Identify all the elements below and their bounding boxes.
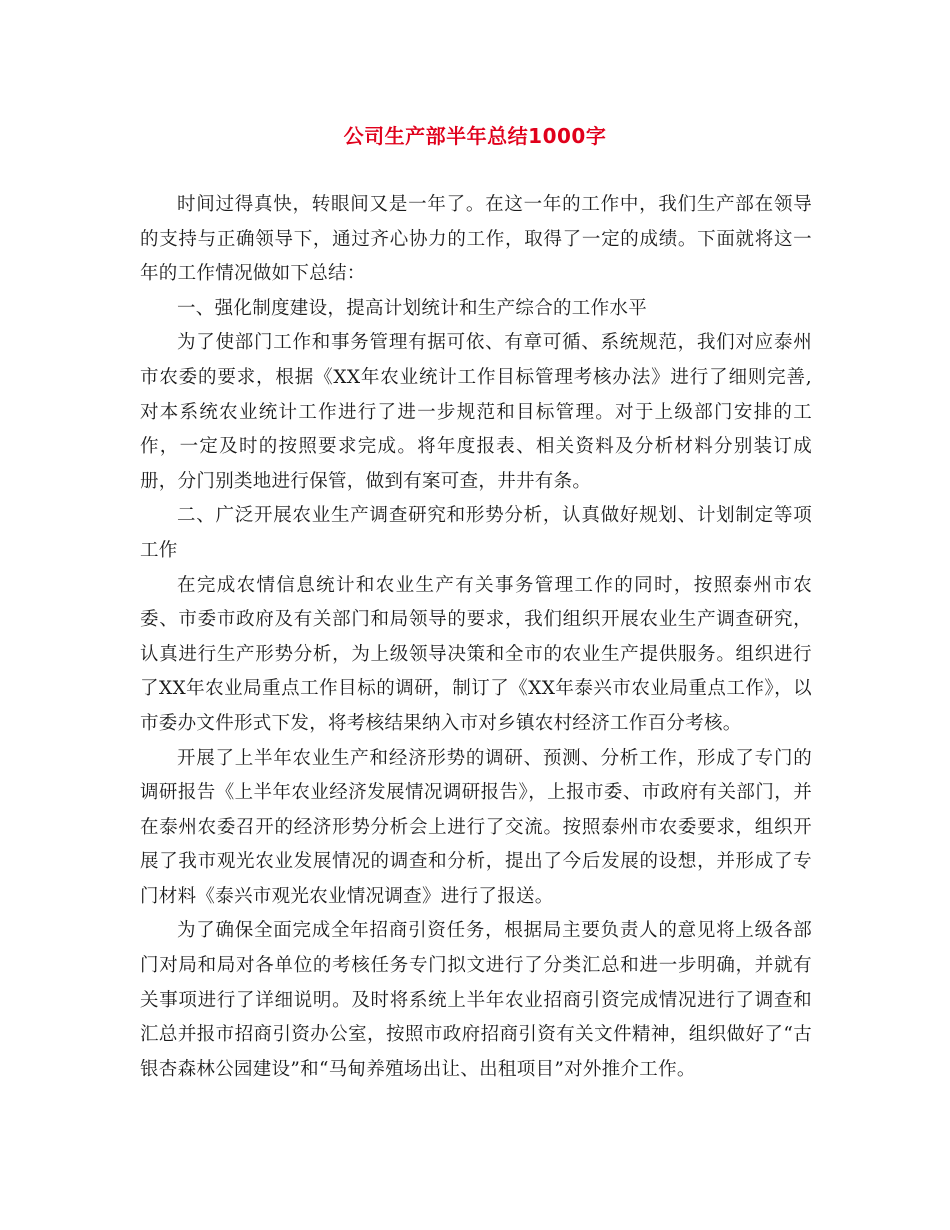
- section-heading-2: 二、广泛开展农业生产调查研究和形势分析，认真做好规划、计划制定等项工作: [140, 505, 812, 561]
- section-heading-1: 一、强化制度建设，提高计划统计和生产综合的工作水平: [177, 297, 648, 319]
- paragraph-intro: 时间过得真快，转眼间又是一年了。在这一年的工作中，我们生产部在领导的支持与正确领导下，通过齐心协力的工作，取得了一定的成绩。下面就将这一年的工作情况做如下总结：: [140, 194, 812, 285]
- document-title: 公司生产部半年总结1000字: [343, 124, 607, 148]
- paragraph-3: 开展了上半年农业生产和经济形势的调研、预测、分析工作，形成了专门的调研报告《上半年农业经济发展情况调研报告》，上报市委、市政府有关部门，并在泰州农委召开的经济形势分析会上进行了交流。按照泰州市农委要求，组织开展了我市观光农业发展情况的调查和分析，提出了今后发展的设想，并形成了专门材料《泰兴市观光农业情况调查》进行了报送。: [140, 747, 812, 907]
- paragraph-4: 为了确保全面完成全年招商引资任务，根据局主要负责人的意见将上级各部门对局和局对各单位的考核任务专门拟文进行了分类汇总和进一步明确，并就有关事项进行了详细说明。及时将系统上半年农业招商引资完成情况进行了调查和汇总并报市招商引资办公室，按照市政府招商引资有关文件精神，组织做好了“古银杏森林公园建设”和“马甸养殖场出让、出租项目”对外推介工作。: [140, 920, 812, 1080]
- document-body: [140, 188, 812, 1087]
- paragraph-1: 为了使部门工作和事务管理有据可依、有章可循、系统规范，我们对应泰州市农委的要求，根据《XX年农业统计工作目标管理考核办法》进行了细则完善,对本系统农业统计工作进行了进一步规范和目标管理。对于上级部门安排的工作，一定及时的按照要求完成。将年度报表、相关资料及分析材料分别装订成册，分门别类地进行保管，做到有案可查，井井有条。: [140, 332, 812, 492]
- paragraph-2: 在完成农情信息统计和农业生产有关事务管理工作的同时，按照泰州市农委、市委市政府及有关部门和局领导的要求，我们组织开展农业生产调查研究，认真进行生产形势分析，为上级领导决策和全市的农业生产提供服务。组织进行了XX年农业局重点工作目标的调研，制订了《XX年泰兴市农业局重点工作》，以市委办文件形式下发，将考核结果纳入市对乡镇农村经济工作百分考核。: [140, 574, 812, 734]
